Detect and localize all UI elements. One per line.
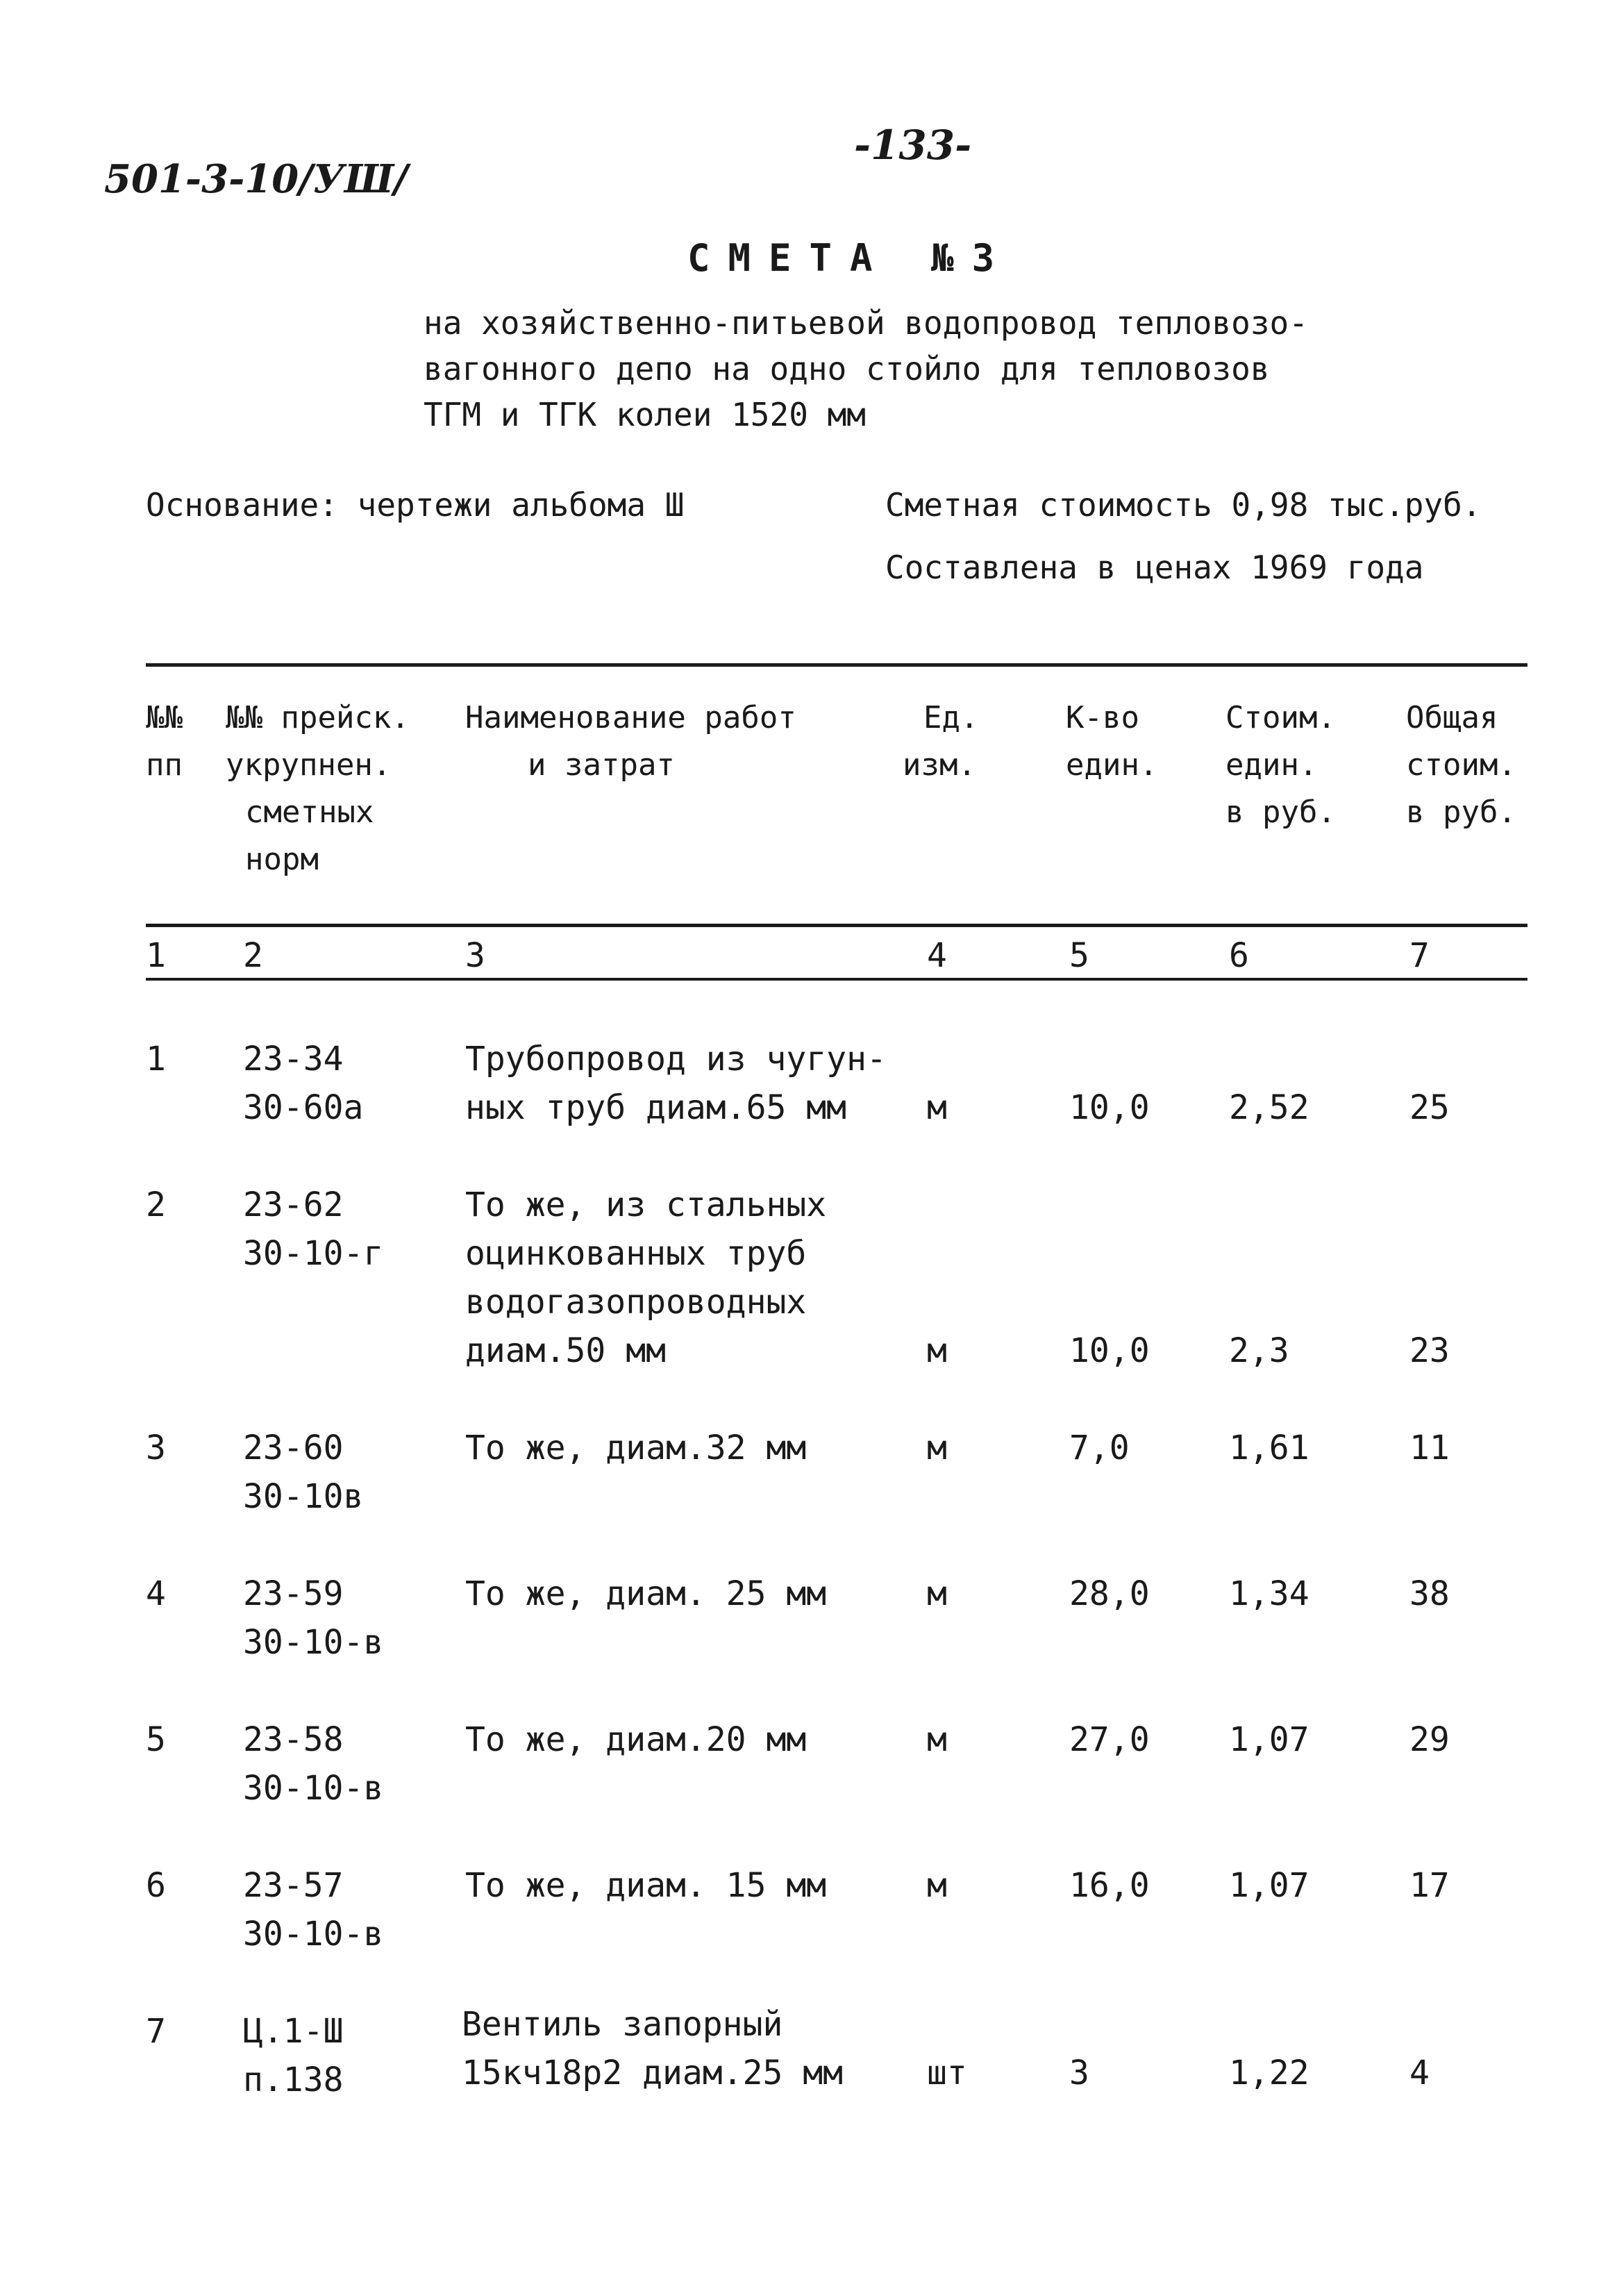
header-col-6: Стоим. един. в руб. xyxy=(1225,700,1336,830)
column-number: 7 xyxy=(1409,936,1430,975)
table-top-rule xyxy=(146,663,1527,667)
column-number: 5 xyxy=(1069,936,1089,975)
price-basis: Составлена в ценах 1969 года xyxy=(885,549,1424,586)
unit: шт xyxy=(927,2054,967,2092)
header-col-3: Наименование работ и затрат xyxy=(465,700,796,783)
subtitle-line: ТГМ и ТГК колеи 1520 мм xyxy=(424,396,866,433)
quantity: 7,0 xyxy=(1069,1429,1130,1467)
total-cost: 11 xyxy=(1409,1429,1450,1467)
quantity: 28,0 xyxy=(1069,1574,1150,1613)
header-bottom-rule xyxy=(146,924,1527,927)
total-cost: 4 xyxy=(1409,2054,1430,2092)
unit-price: 1,07 xyxy=(1229,1866,1309,1905)
unit-price: 1,61 xyxy=(1229,1429,1309,1467)
unit: м xyxy=(927,1866,947,1905)
basis-text: Основание: чертежи альбома Ш xyxy=(146,486,685,524)
price-code: 23-60 30-10в xyxy=(243,1429,364,1516)
header-col-4: Ед. изм. xyxy=(903,700,979,783)
row-number: 2 xyxy=(146,1185,166,1224)
unit-price: 2,3 xyxy=(1229,1331,1289,1370)
quantity: 3 xyxy=(1069,2054,1089,2092)
header-col-2: №№ прейск. укрупнен. сметных норм xyxy=(226,700,410,877)
column-number-underline xyxy=(146,978,1527,981)
total-cost: 23 xyxy=(1409,1331,1450,1370)
work-name: Вентиль запорный 15кч18р2 диам.25 мм xyxy=(462,2005,844,2092)
total-cost: 17 xyxy=(1409,1866,1450,1905)
unit-price: 1,34 xyxy=(1229,1574,1309,1613)
header-col-5: К-во един. xyxy=(1066,700,1158,783)
work-name: То же, диам.20 мм xyxy=(465,1720,807,1759)
header-col-7: Общая стоим. в руб. xyxy=(1406,700,1516,830)
quantity: 10,0 xyxy=(1069,1088,1150,1127)
page-title: СМЕТА №3 xyxy=(687,236,1013,280)
price-code: 23-57 30-10-в xyxy=(243,1866,384,1954)
quantity: 16,0 xyxy=(1069,1866,1150,1905)
unit-price: 1,22 xyxy=(1229,2054,1309,2092)
total-cost: 38 xyxy=(1409,1574,1450,1613)
row-number: 3 xyxy=(146,1429,166,1467)
row-number: 7 xyxy=(146,2012,166,2051)
column-number: 3 xyxy=(465,936,485,975)
row-number: 5 xyxy=(146,1720,166,1759)
subtitle-line: вагонного депо на одно стойло для тепловозов xyxy=(424,350,1270,388)
unit-price: 1,07 xyxy=(1229,1720,1309,1759)
work-name: Трубопровод из чугун- ных труб диам.65 мм xyxy=(465,1040,887,1127)
price-code: 23-62 30-10-г xyxy=(243,1185,384,1273)
work-name: То же, диам. 15 мм xyxy=(465,1866,827,1905)
subtitle-line: на хозяйственно-питьевой водопровод тепловозо- xyxy=(424,304,1308,342)
work-name: То же, диам.32 мм xyxy=(465,1429,807,1467)
unit: м xyxy=(927,1088,947,1127)
work-name: То же, из стальных оцинкованных труб водогазопроводных диам.50 мм xyxy=(465,1185,827,1370)
column-number: 4 xyxy=(927,936,947,975)
unit-price: 2,52 xyxy=(1229,1088,1309,1127)
column-number: 2 xyxy=(243,936,263,975)
quantity: 10,0 xyxy=(1069,1331,1150,1370)
column-number: 6 xyxy=(1229,936,1249,975)
column-number: 1 xyxy=(146,936,166,975)
page-number: -133- xyxy=(854,122,972,169)
price-code: 23-59 30-10-в xyxy=(243,1574,384,1662)
quantity: 27,0 xyxy=(1069,1720,1150,1759)
unit: м xyxy=(927,1331,947,1370)
total-cost: 29 xyxy=(1409,1720,1450,1759)
price-code: 23-58 30-10-в xyxy=(243,1720,384,1808)
row-number: 6 xyxy=(146,1866,166,1905)
header-col-1: №№ пп xyxy=(146,700,183,783)
subtitle xyxy=(424,300,1308,438)
price-code: 23-34 30-60а xyxy=(243,1040,364,1127)
work-name: То же, диам. 25 мм xyxy=(465,1574,827,1613)
unit: м xyxy=(927,1720,947,1759)
document-code: 501-3-10/УШ/ xyxy=(104,156,408,202)
total-cost: 25 xyxy=(1409,1088,1450,1127)
price-code: Ц.1-Ш п.138 xyxy=(243,2012,344,2099)
estimated-cost: Сметная стоимость 0,98 тыс.руб. xyxy=(885,486,1482,524)
unit: м xyxy=(927,1574,947,1613)
row-number: 4 xyxy=(146,1574,166,1613)
unit: м xyxy=(927,1429,947,1467)
row-number: 1 xyxy=(146,1040,166,1079)
